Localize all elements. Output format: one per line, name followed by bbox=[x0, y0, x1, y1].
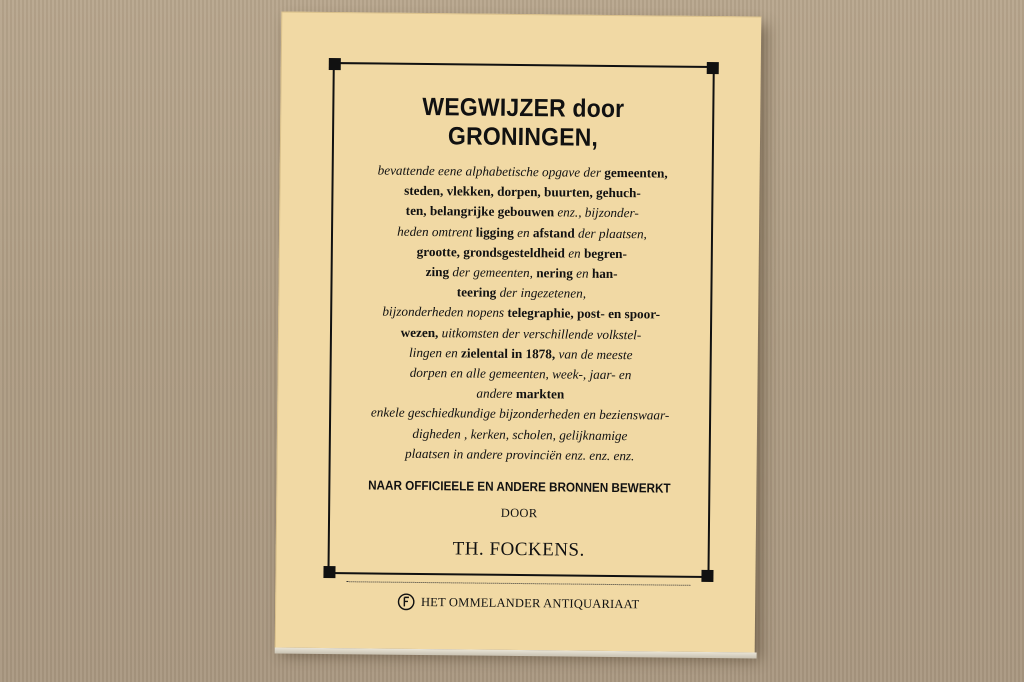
book-title: WEGWIJZER door GRONINGEN, bbox=[422, 92, 625, 152]
bold-text: teering bbox=[456, 284, 500, 301]
italic-text: en bbox=[568, 245, 585, 261]
frame-corner bbox=[329, 58, 341, 70]
italic-text: der plaatsen, bbox=[577, 225, 647, 241]
bold-text: ten, belangrijke gebouwen bbox=[405, 203, 558, 220]
bold-text: grootte, grondsgesteldheid bbox=[416, 243, 569, 261]
author-name: TH. FOCKENS. bbox=[452, 538, 585, 561]
book-description bbox=[339, 160, 704, 467]
description-line bbox=[339, 443, 701, 467]
italic-text: lingen en bbox=[408, 344, 462, 361]
by-label: DOOR bbox=[500, 505, 538, 521]
italic-text: enz., bijzonder- bbox=[557, 204, 639, 221]
bold-text: zielental in 1878, bbox=[460, 345, 559, 362]
frame-corner bbox=[707, 62, 719, 74]
bold-text: markten bbox=[515, 386, 565, 402]
source-note: NAAR OFFICIEELE EN ANDERE BRONNEN BEWERKT bbox=[368, 477, 671, 496]
book-cover bbox=[275, 12, 762, 653]
italic-text: andere bbox=[476, 385, 516, 402]
italic-text: bijzonderheden nopens bbox=[382, 304, 508, 321]
bold-text: gemeenten, bbox=[604, 164, 668, 181]
italic-text: heden omtrent bbox=[397, 223, 476, 240]
book-page-edge bbox=[275, 647, 757, 658]
italic-text: plaatsen in andere provinciën enz. enz. enz. bbox=[404, 445, 635, 464]
frame-corner bbox=[323, 566, 335, 578]
publisher-logo-icon bbox=[397, 593, 415, 611]
bold-text: begren- bbox=[583, 245, 628, 261]
dotted-divider bbox=[346, 581, 690, 586]
bold-text: wezen, bbox=[400, 324, 442, 340]
bold-text: nering bbox=[536, 265, 577, 281]
bold-text: afstand bbox=[532, 224, 579, 241]
italic-text: der gemeenten, bbox=[452, 264, 537, 281]
publisher bbox=[337, 592, 699, 614]
italic-text: bevattende eene alphabetische opgave der bbox=[377, 162, 605, 180]
title-page-content bbox=[337, 78, 705, 614]
description-line bbox=[339, 403, 701, 427]
italic-text: van de meeste bbox=[558, 346, 633, 363]
italic-text: digheden , kerken, scholen, gelijknamige bbox=[412, 425, 628, 443]
bold-text: steden, vlekken, dorpen, buurten, gehuch- bbox=[404, 183, 641, 201]
bold-text: han- bbox=[591, 265, 618, 282]
italic-text: uitkomsten der verschillende volkstel- bbox=[441, 324, 642, 342]
italic-text: der ingezetenen, bbox=[499, 285, 587, 301]
italic-text: enkele geschiedkundige bijzonderheden en bezienswaar- bbox=[370, 404, 670, 424]
italic-text: dorpen en alle gemeenten, week-, jaar- en bbox=[409, 364, 632, 383]
bold-text: ligging bbox=[475, 224, 518, 240]
frame-corner bbox=[701, 570, 713, 582]
italic-text: en bbox=[517, 224, 534, 240]
bold-text: telegraphie, post- en spoor- bbox=[507, 305, 661, 322]
description-line bbox=[342, 160, 704, 184]
bold-text: zing bbox=[425, 264, 453, 280]
description-line bbox=[340, 302, 702, 326]
title-frame bbox=[327, 62, 714, 611]
italic-text: en bbox=[576, 265, 593, 281]
publisher-name: HET OMMELANDER ANTIQUARIAAT bbox=[420, 594, 640, 611]
